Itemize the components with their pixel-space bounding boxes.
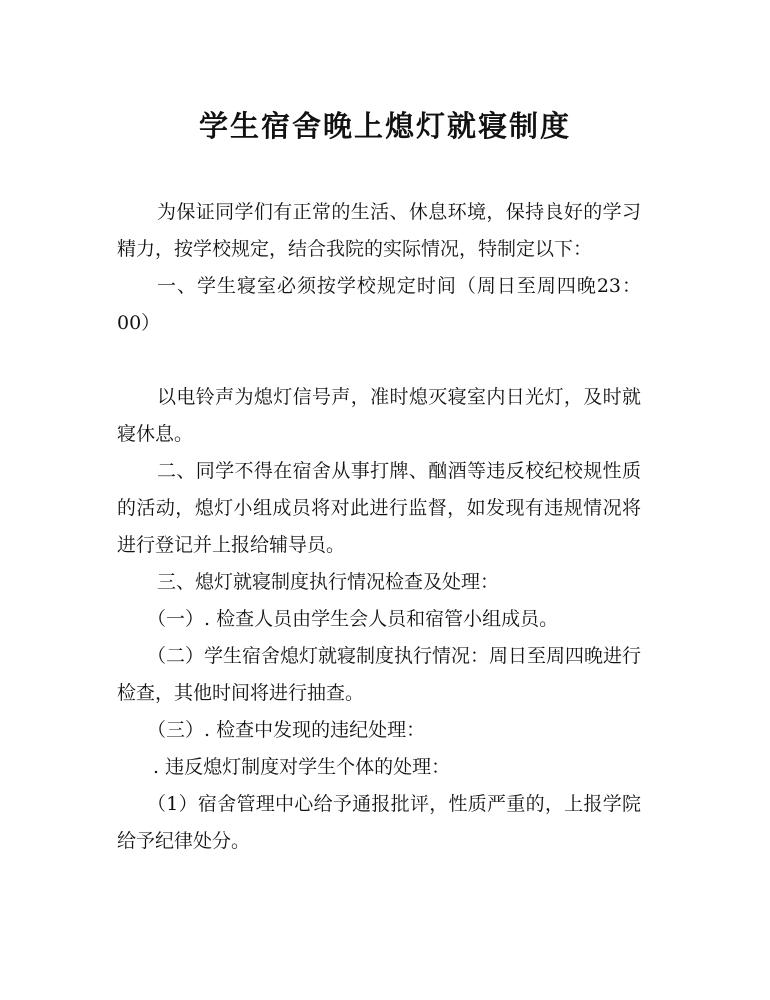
document-title: 学生宿舍晚上熄灯就寝制度: [198, 109, 571, 143]
paragraph-item-2: （二）学生宿舍熄灯就寝制度执行情况：周日至周四晚进行检查，其他时间将进行抽查。: [117, 645, 642, 704]
paragraph-penalty-1: （1）宿舍管理中心给予通报批评，性质严重的，上报学院给予纪律处分。: [117, 793, 641, 852]
paragraph-rule-1: 一、学生寝室必须按学校规定时间（周日至周四晚23：00）: [117, 275, 641, 334]
paragraph-intro: 为保证同学们有正常的生活、休息环境，保持良好的学习精力，按学校规定，结合我院的实际情况，特制定以下：: [117, 201, 641, 260]
paragraph-violation-individual: . 违反熄灯制度对学生个体的处理：: [153, 756, 451, 778]
paragraph-rule-3: 三、熄灯就寝制度执行情况检查及处理：: [157, 571, 500, 593]
paragraph-item-3: （三）. 检查中发现的违纪处理：: [147, 719, 426, 741]
paragraph-rule-2: 二、同学不得在宿舍从事打牌、酗酒等违反校纪校规性质的活动，熄灯小组成员将对此进行监督，如发现有违规情况将进行登记并上报给辅导员。: [117, 460, 641, 556]
paragraph-item-1: （一）. 检查人员由学生会人员和宿管小组成员。: [147, 608, 559, 630]
document-body: [117, 194, 641, 860]
paragraph-signal: 以电铃声为熄灯信号声，准时熄灭寝室内日光灯，及时就寝休息。: [117, 386, 641, 445]
